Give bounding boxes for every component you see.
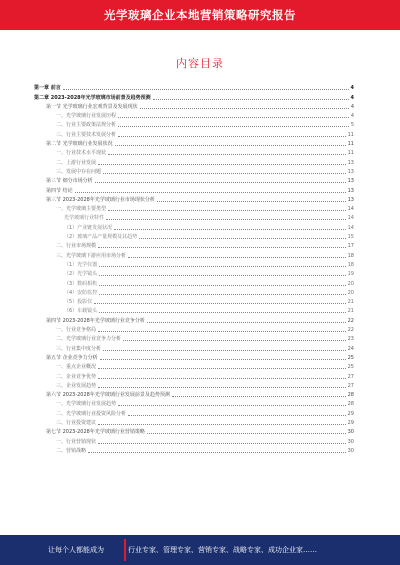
- toc-leader-dots: [75, 192, 346, 193]
- toc-entry[interactable]: [34, 333, 354, 342]
- toc-leader-dots: [99, 275, 345, 276]
- toc-entry-page: 30: [347, 447, 354, 454]
- toc-entry[interactable]: [34, 249, 354, 258]
- toc-leader-dots: [147, 322, 346, 323]
- toc-entry-title: 三、行业主要技术发展分析: [56, 131, 117, 138]
- toc-entry-page: 11: [347, 131, 354, 138]
- toc-entry[interactable]: [34, 426, 354, 435]
- toc-leader-dots: [128, 415, 346, 416]
- toc-entry[interactable]: [34, 138, 354, 147]
- toc-entry[interactable]: [34, 380, 354, 389]
- toc-entry-page: 11: [347, 150, 354, 157]
- toc-entry-page: 22: [347, 317, 354, 324]
- toc-entry[interactable]: [34, 240, 354, 249]
- toc-entry-title: 第一章 前言: [34, 85, 61, 92]
- toc-entry-page: 28: [347, 401, 354, 408]
- toc-leader-dots: [88, 452, 346, 453]
- toc-entry-title: 二、行业主要政策法规分析: [56, 122, 117, 129]
- toc-entry-page: 30: [347, 438, 354, 445]
- toc-leader-dots: [108, 210, 346, 211]
- toc-entry-title: 三、发展中存在问题: [56, 168, 102, 175]
- toc-leader-dots: [99, 266, 345, 267]
- toc-entry[interactable]: [34, 407, 354, 416]
- toc-entry[interactable]: [34, 212, 354, 221]
- toc-entry-page: 14: [347, 224, 354, 231]
- toc-entry-page: 22: [347, 327, 354, 334]
- toc-entry-title: 光学玻璃行业特性: [64, 215, 105, 222]
- toc-leader-dots: [103, 350, 346, 351]
- toc-entry-title: 第二章 2023-2028年光学玻璃市场前景及趋势预测: [34, 94, 151, 101]
- toc-leader-dots: [118, 117, 349, 118]
- toc-entry-title: 第四节 2023-2028年光学玻璃行业竞争分析: [46, 317, 145, 324]
- footer-roles: 行业专家、管理专家、营销专家、战略专家、成功企业家……: [128, 546, 317, 554]
- toc-entry-title: 二、光学玻璃行业投资风险分析: [56, 410, 127, 417]
- toc-entry-title: 第五节 企业竞争力分析: [46, 354, 98, 361]
- toc-entry-title: 第三节 细分市场分析: [46, 178, 93, 185]
- toc-entry-title: （4）安防监控: [64, 289, 98, 296]
- toc-entry-page: 20: [347, 289, 354, 296]
- toc-entry-title: 第二节 光学玻璃行业发展状况: [46, 141, 113, 148]
- toc-entry-title: 二、营销战略: [56, 447, 87, 454]
- toc-entry-page: 4: [350, 85, 354, 92]
- toc-entry-title: 一、光学玻璃行业发展趋势: [56, 401, 117, 408]
- toc-entry-title: 第六节 2023-2028年光学玻璃行业发展前景及趋势预测: [46, 392, 170, 399]
- toc-entry[interactable]: [34, 324, 354, 333]
- toc-entry[interactable]: [34, 82, 354, 91]
- toc-leader-dots: [98, 331, 346, 332]
- toc-entry-title: 一、光学玻璃行业发展历程: [56, 113, 117, 120]
- toc-leader-dots: [114, 229, 345, 230]
- footer-slogan: 让每个人都能成为: [48, 546, 104, 554]
- toc-entry-page: 20: [347, 280, 354, 287]
- toc-entry[interactable]: [34, 101, 354, 110]
- toc-entry-title: 第一节 光学玻璃行业宏观背景及发展现状: [46, 103, 138, 110]
- toc-entry[interactable]: [34, 342, 354, 351]
- toc-entry-page: 23: [347, 336, 354, 343]
- toc-entry-title: 第七节 2023-2028年光学玻璃行业营销策略: [46, 429, 145, 436]
- toc-entry-page: 14: [347, 215, 354, 222]
- toc-entry-page: 19: [347, 271, 354, 278]
- toc-entry-page: 5: [350, 122, 354, 129]
- toc-entry-page: 21: [347, 308, 354, 315]
- toc-entry-title: （2）玻璃产品产量规模及其趋势: [64, 234, 138, 241]
- toc-entry-page: 25: [347, 354, 354, 361]
- toc-entry-title: 一、行业技术水平现状: [56, 150, 107, 157]
- toc-entry-page: 18: [347, 252, 354, 259]
- toc-leader-dots: [100, 359, 346, 360]
- toc-entry-page: 28: [347, 392, 354, 399]
- toc-leader-dots: [172, 396, 346, 397]
- toc-entry[interactable]: [34, 305, 354, 314]
- toc-entry[interactable]: [34, 166, 354, 175]
- toc-entry[interactable]: [34, 398, 354, 407]
- toc-entry[interactable]: [34, 156, 354, 165]
- toc-entry[interactable]: [34, 128, 354, 137]
- toc-entry-title: 三、光学玻璃下游应用市场分析: [56, 252, 127, 259]
- toc-entry-page: 17: [347, 243, 354, 250]
- toc-entry[interactable]: [34, 361, 354, 370]
- toc-entry-page: 18: [347, 261, 354, 268]
- toc-entry-title: 三、行业集中度分析: [56, 345, 102, 352]
- toc-entry[interactable]: [34, 175, 354, 184]
- toc-leader-dots: [98, 378, 346, 379]
- toc-entry-title: 二、光学玻璃行业竞争力分析: [56, 336, 122, 343]
- toc-entry[interactable]: [34, 268, 354, 277]
- toc-entry[interactable]: [34, 184, 354, 193]
- toc-leader-dots: [118, 126, 349, 127]
- toc-entry-page: 25: [347, 364, 354, 371]
- toc-entry-title: 第四节 结论: [46, 187, 73, 194]
- toc-entry[interactable]: [34, 194, 354, 203]
- footer-divider: [124, 539, 126, 561]
- toc-leader-dots: [106, 219, 346, 220]
- toc-leader-dots: [118, 136, 346, 137]
- toc-entry[interactable]: [34, 389, 354, 398]
- toc-leader-dots: [123, 340, 346, 341]
- toc-entry-page: 27: [347, 382, 354, 389]
- report-header-banner: [0, 0, 400, 30]
- toc-entry-title: 一、重点企业概况: [56, 364, 97, 371]
- toc-entry[interactable]: [34, 259, 354, 268]
- toc-leader-dots: [98, 387, 346, 388]
- toc-entry[interactable]: [34, 91, 354, 100]
- toc-entry-title: 二、行业市场规模: [56, 243, 97, 250]
- toc-entry[interactable]: [34, 445, 354, 454]
- toc-entry-page: 4: [350, 103, 354, 110]
- toc-leader-dots: [140, 108, 349, 109]
- toc-entry-page: 11: [347, 141, 354, 148]
- toc-leader-dots: [99, 312, 345, 313]
- toc-leader-dots: [118, 405, 346, 406]
- toc-leader-dots: [98, 424, 346, 425]
- toc-entry-title: （1）光学仪器: [64, 261, 98, 268]
- toc-entry-title: 一、光学玻璃主要类型: [56, 206, 107, 213]
- toc-leader-dots: [108, 154, 346, 155]
- toc-leader-dots: [98, 443, 346, 444]
- toc-leader-dots: [128, 257, 346, 258]
- toc-entry-page: 27: [347, 373, 354, 380]
- toc-entry[interactable]: [34, 119, 354, 128]
- toc-entry-title: 三、行业投资建议: [56, 419, 97, 426]
- toc-leader-dots: [115, 145, 346, 146]
- toc-entry[interactable]: [34, 147, 354, 156]
- toc-entry-page: 4: [350, 113, 354, 120]
- toc-leader-dots: [63, 89, 349, 90]
- toc-entry-title: 一、行业竞争格局: [56, 327, 97, 334]
- table-of-contents: [34, 82, 354, 454]
- toc-entry-page: 13: [347, 159, 354, 166]
- toc-entry-title: 二、企业竞争优势: [56, 373, 97, 380]
- toc-leader-dots: [139, 238, 345, 239]
- footer-banner: [0, 535, 400, 565]
- toc-entry-page: 29: [347, 419, 354, 426]
- report-title: 光学玻璃企业本地营销策略研究报告: [104, 8, 296, 22]
- toc-entry-title: 三、企业发展趋势: [56, 382, 97, 389]
- toc-entry-title: （1）产业链发展状况: [64, 224, 113, 231]
- toc-entry-page: 13: [347, 187, 354, 194]
- toc-entry[interactable]: [34, 203, 354, 212]
- toc-leader-dots: [99, 285, 345, 286]
- toc-entry-title: （5）投影仪: [64, 299, 93, 306]
- toc-entry-title: （2）光学镜头: [64, 271, 98, 278]
- toc-entry[interactable]: [34, 352, 354, 361]
- toc-leader-dots: [98, 247, 346, 248]
- toc-entry[interactable]: [34, 296, 354, 305]
- toc-entry-title: 第三节 2023-2028年光学玻璃行业市场现状分析: [46, 196, 155, 203]
- toc-leader-dots: [98, 164, 346, 165]
- toc-entry-page: 24: [347, 345, 354, 352]
- toc-entry[interactable]: [34, 287, 354, 296]
- toc-entry-title: 二、上游行业发展: [56, 159, 97, 166]
- toc-entry[interactable]: [34, 277, 354, 286]
- toc-entry-page: 4: [350, 94, 354, 101]
- toc-entry[interactable]: [34, 435, 354, 444]
- toc-entry[interactable]: [34, 221, 354, 230]
- toc-entry-page: 30: [347, 429, 354, 436]
- toc-leader-dots: [157, 201, 346, 202]
- toc-entry[interactable]: [34, 231, 354, 240]
- toc-entry[interactable]: [34, 370, 354, 379]
- toc-leader-dots: [103, 173, 346, 174]
- toc-entry-title: （6）车载镜头: [64, 308, 98, 315]
- toc-leader-dots: [98, 368, 346, 369]
- toc-heading: 内容目录: [176, 57, 224, 70]
- toc-leader-dots: [95, 182, 346, 183]
- toc-entry-page: 21: [347, 299, 354, 306]
- toc-leader-dots: [153, 99, 349, 100]
- toc-entry-title: （3）数码相机: [64, 280, 98, 287]
- toc-entry[interactable]: [34, 417, 354, 426]
- toc-entry-page: 13: [347, 168, 354, 175]
- toc-leader-dots: [99, 294, 345, 295]
- toc-entry-page: 29: [347, 410, 354, 417]
- toc-leader-dots: [94, 303, 345, 304]
- toc-entry-page: 13: [347, 196, 354, 203]
- toc-leader-dots: [147, 433, 346, 434]
- toc-entry-page: 15: [347, 234, 354, 241]
- toc-entry-page: 14: [347, 206, 354, 213]
- toc-entry[interactable]: [34, 314, 354, 323]
- toc-entry-page: 13: [347, 178, 354, 185]
- toc-entry-title: 一、行业营销现状: [56, 438, 97, 445]
- toc-entry[interactable]: [34, 110, 354, 119]
